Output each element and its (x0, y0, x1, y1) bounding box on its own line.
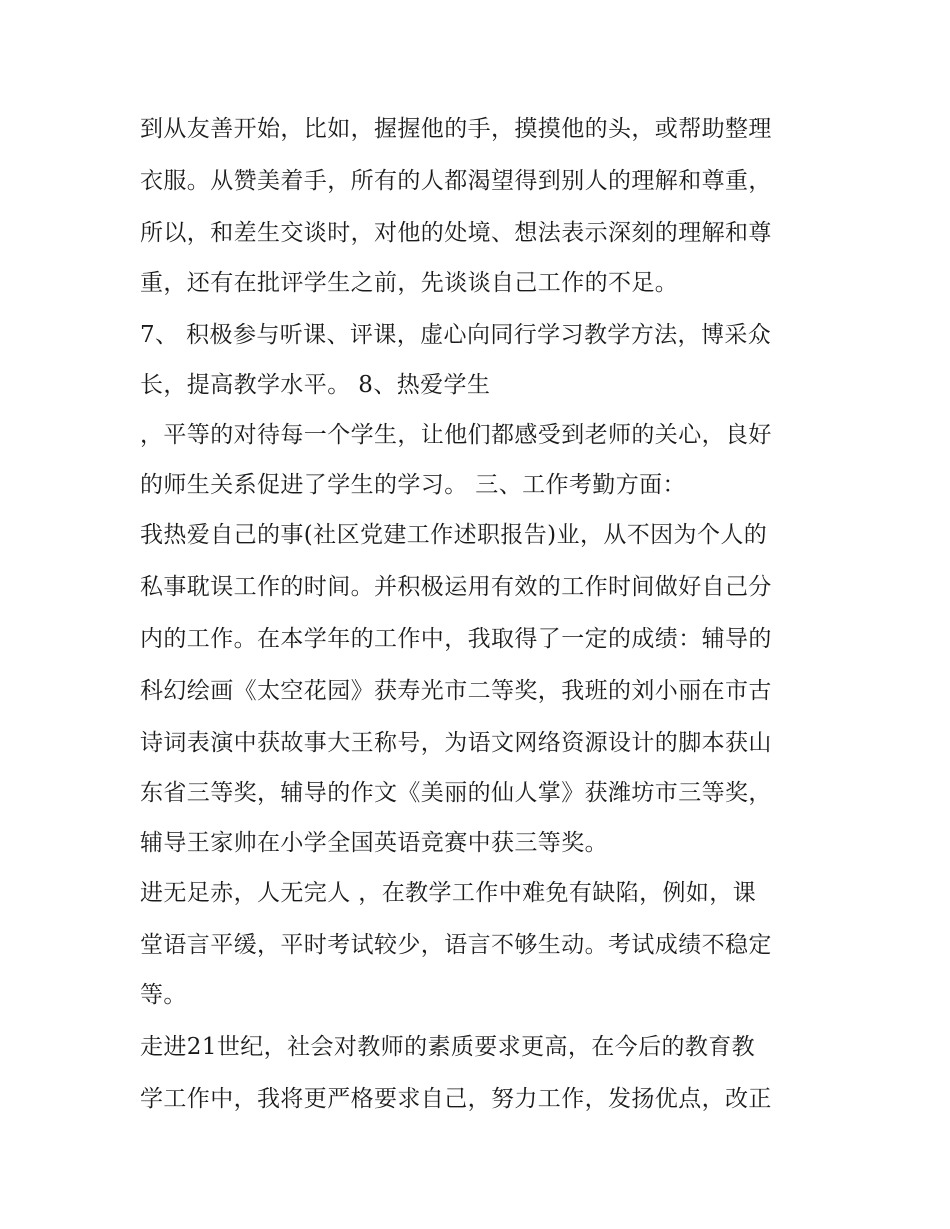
text-line: 所以，和差生交谈时，对他的处境、想法表示深刻的理解和尊 (140, 220, 772, 246)
text-line: 科幻绘画《太空花园》获寿光市二等奖，我班的刘小丽在市古 (140, 678, 772, 704)
text-line: 堂语言平缓，平时考试较少，语言不够生动。考试成绩不稳定 (140, 932, 772, 958)
text-line: 重，还有在批评学生之前，先谈谈自己工作的不足。 (140, 270, 679, 296)
text-line: 走进21世纪，社会对教师的素质要求更高，在今后的教育教 (140, 1034, 756, 1060)
text-line: 内的工作。在本学年的工作中，我取得了一定的成绩：辅导的 (140, 626, 772, 652)
text-line: 的师生关系促进了学生的学习。 三、工作考勤方面： (140, 472, 686, 498)
text-line: 东省三等奖，辅导的作文《美丽的仙人掌》获潍坊市三等奖， (140, 780, 772, 806)
text-line: 到从友善开始，比如，握握他的手，摸摸他的头，或帮助整理 (140, 116, 772, 142)
text-line: 辅导王家帅在小学全国英语竞赛中获三等奖。 (140, 830, 608, 856)
text-line: 诗词表演中获故事大王称号，为语文网络资源设计的脚本获山 (140, 730, 772, 756)
text-line: 学工作中，我将更严格要求自己，努力工作，发扬优点，改正 (140, 1086, 772, 1112)
text-line: 7、 积极参与听课、评课，虚心向同行学习教学方法，博采众 (140, 322, 772, 348)
text-line: 我热爱自己的事(社区党建工作述职报告)业，从不因为个人的 (140, 522, 768, 548)
text-line: 等。 (140, 982, 187, 1008)
text-line: 衣服。从赞美着手，所有的人都渴望得到别人的理解和尊重， (140, 168, 772, 194)
text-line: 长，提高教学水平。 8、热爱学生 (140, 372, 491, 398)
text-line: ，平等的对待每一个学生，让他们都感受到老师的关心，良好 (140, 422, 772, 448)
text-line: 进无足赤，人无完人 ，在教学工作中难免有缺陷，例如，课 (140, 880, 757, 906)
text-line: 私事耽误工作的时间。并积极运用有效的工作时间做好自己分 (140, 574, 772, 600)
